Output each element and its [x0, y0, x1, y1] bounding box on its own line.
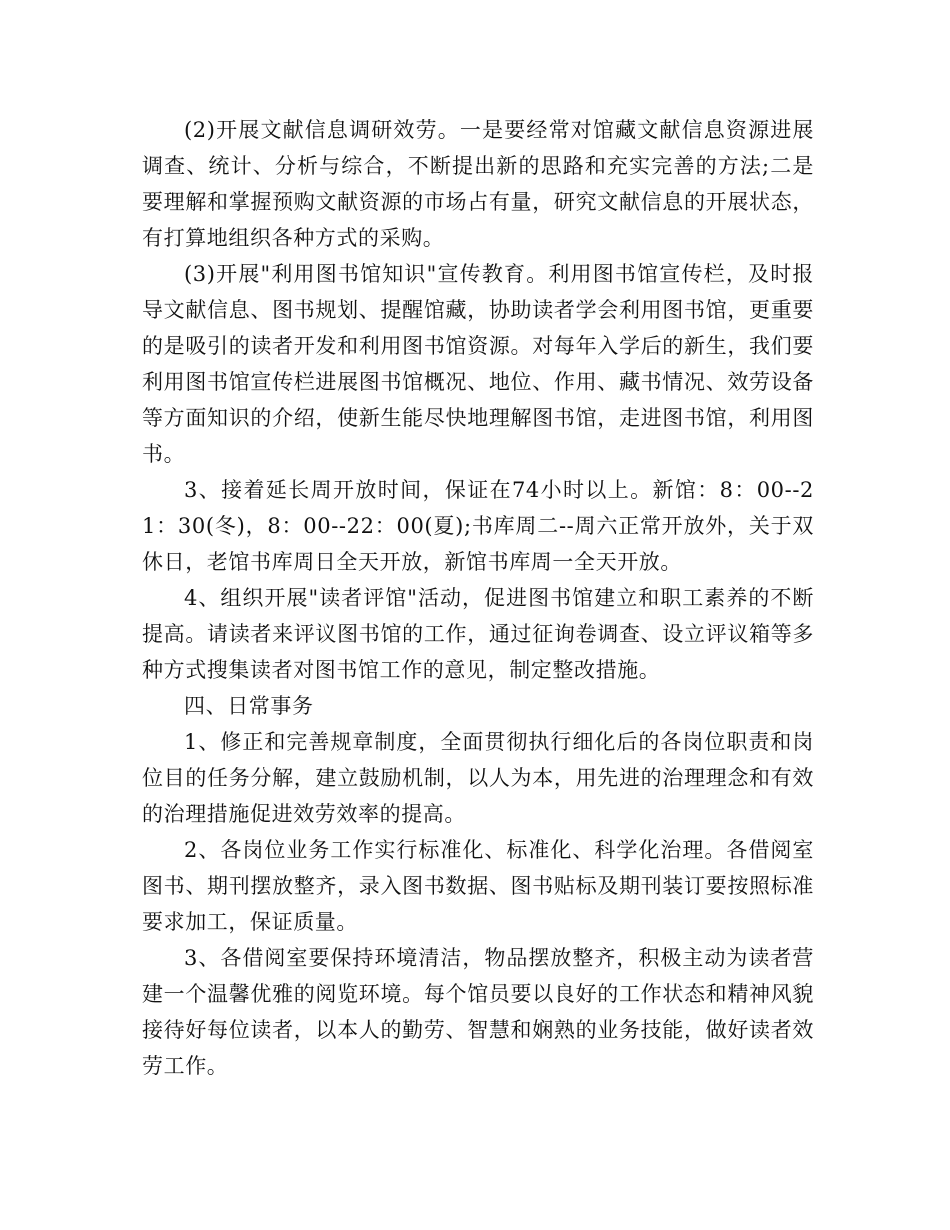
section-heading-daily-affairs: 四、日常事务 [184, 694, 314, 718]
paragraph-literature-research-service: (2)开展文献信息调研效劳。一是要经常对馆藏文献信息资源进展调查、统计、分析与综合，不断提出新的思路和充实完善的方法;二是要理解和掌握预购文献资源的市场占有量，研究文献信息的开展状态，有打算地组织各种方式的采购。 [142, 118, 814, 250]
paragraph-rules-and-regulations: 1、修正和完善规章制度，全面贯彻执行细化后的各岗位职责和岗位目的任务分解，建立鼓励机制，以人为本，用先进的治理理念和有效的治理措施促进效劳效率的提高。 [142, 730, 814, 826]
paragraph-standardized-management: 2、各岗位业务工作实行标准化、标准化、科学化治理。各借阅室图书、期刊摆放整齐，录入图书数据、图书贴标及期刊装订要按照标准要求加工，保证质量。 [142, 838, 814, 934]
paragraph-library-knowledge-education: (3)开展"利用图书馆知识"宣传教育。利用图书馆宣传栏，及时报导文献信息、图书规划、提醒馆藏，协助读者学会利用图书馆，更重要的是吸引的读者开发和利用图书馆资源。对每年入学后的新生，我们要利用图书馆宣传栏进展图书馆概况、地位、作用、藏书情况、效劳设备等方面知识的介绍，使新生能尽快地理解图书馆，走进图书馆，利用图书。 [142, 262, 814, 466]
paragraph-extended-opening-hours: 3、接着延长周开放时间，保证在74小时以上。新馆：8：00--21：30(冬)，8：00--22：00(夏);书库周二--周六正常开放外，关于双休日，老馆书库周日全天开放，新馆书库周一全天开放。 [142, 478, 814, 574]
document-body [142, 112, 814, 1084]
paragraph-reader-evaluation-activity: 4、组织开展"读者评馆"活动，促进图书馆建立和职工素养的不断提高。请读者来评议图书馆的工作，通过征询卷调查、设立评议箱等多种方式搜集读者对图书馆工作的意见，制定整改措施。 [142, 586, 814, 682]
paragraph-reading-room-environment: 3、各借阅室要保持环境清洁，物品摆放整齐，积极主动为读者营建一个温馨优雅的阅览环境。每个馆员要以良好的工作状态和精神风貌接待好每位读者，以本人的勤劳、智慧和娴熟的业务技能，做好读者效劳工作。 [142, 946, 814, 1078]
